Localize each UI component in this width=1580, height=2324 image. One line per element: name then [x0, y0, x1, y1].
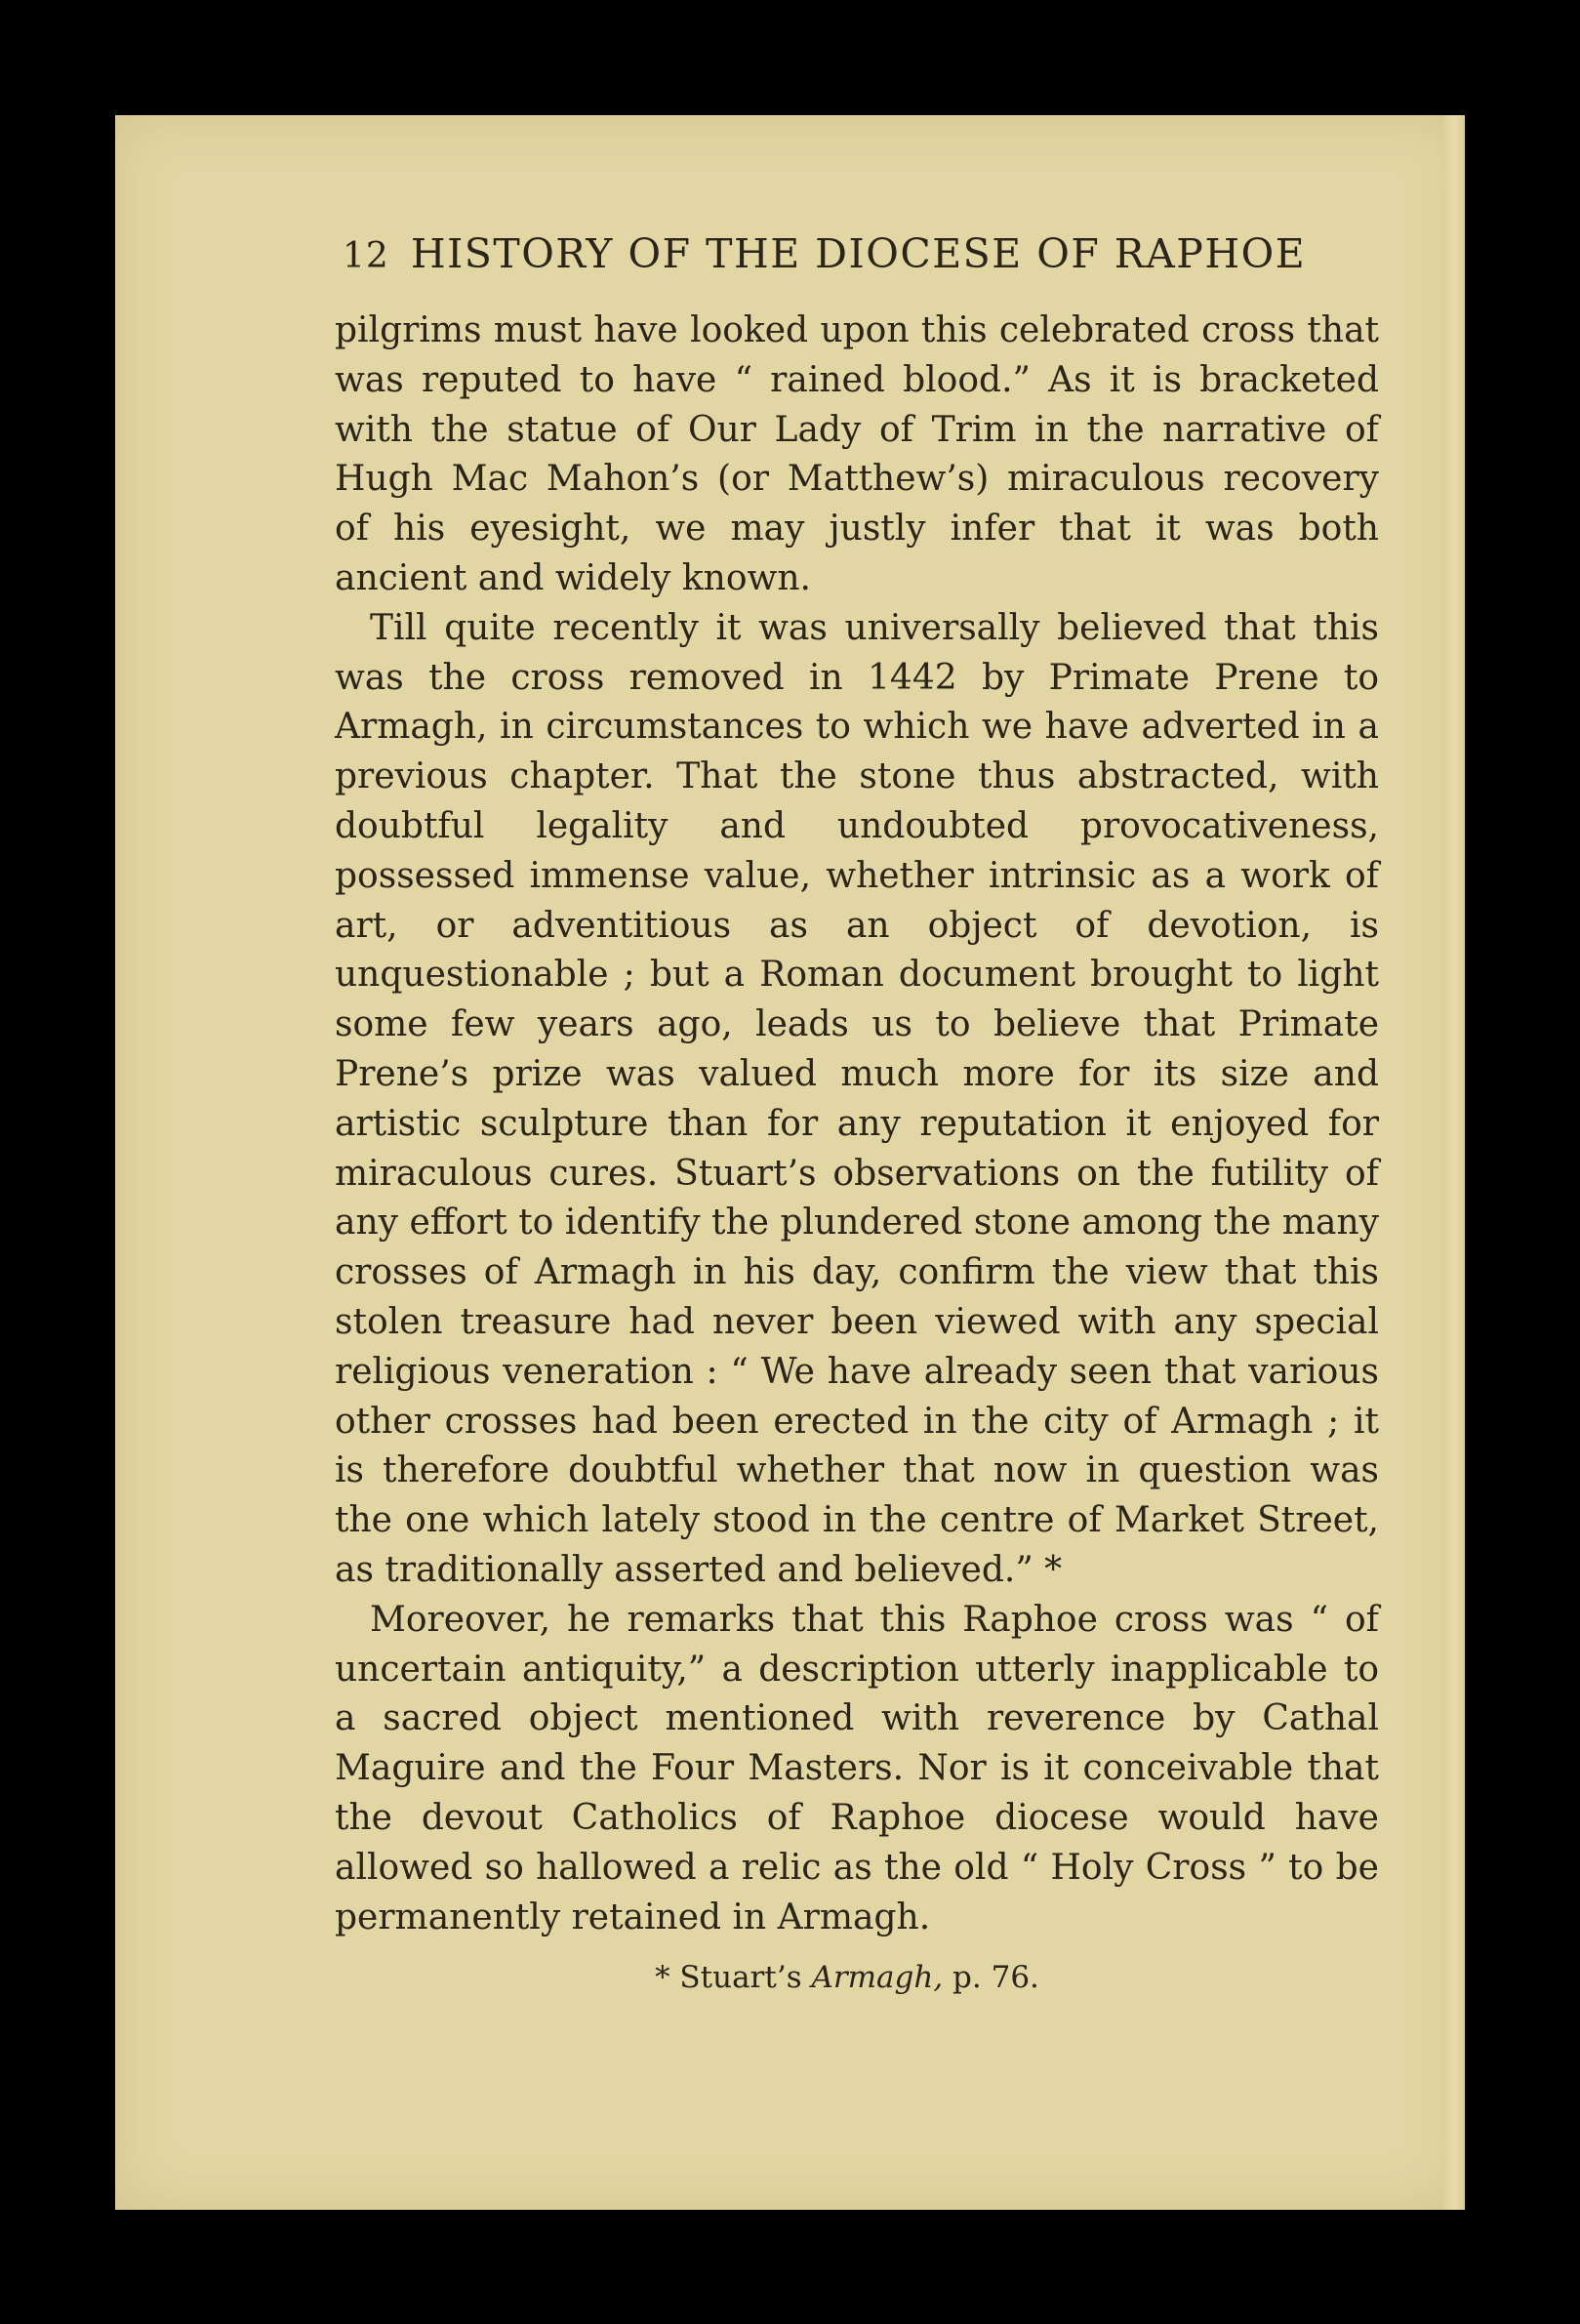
text-block [335, 230, 1379, 1997]
paragraph-1: pilgrims must have looked upon this celebrated cross that was reputed to have “ rained blood.” As it is bracketed with the statue of Our Lady of Trim in the narrative of Hugh Mac Mahon’s (or Matthew’s) miraculous recovery of his eyesight, we may justly infer that it was both ancient and widely known. [335, 310, 1379, 598]
book-page [115, 115, 1465, 2210]
body-text [335, 306, 1379, 1942]
page-number: 12 [343, 236, 389, 276]
running-head [343, 230, 1379, 306]
footnote-source-title: Armagh, [811, 1960, 944, 1996]
running-head-title: HISTORY OF THE DIOCESE OF RAPHOE [410, 230, 1307, 277]
footnote-prefix: * Stuart’s [655, 1960, 812, 1996]
paragraph-2: Till quite recently it was universally believed that this was the cross removed in 1442 by Primate Prene to Armagh, in circumstances to which we have adverted in a previous chapter. That the stone thus abstracted, with doubtful legality and undoubted provocativeness, possessed immense value, whether intrinsic as a work of art, or adventitious as an object of devotion, is unquestionable ; but a Roman document brought to light some few years ago, leads us to believe that Primate Prene’s prize was valued much more for its size and artistic sculpture than for any reputation it enjoyed for miraculous cures. Stuart’s observations on the futility of any effort to identify the plundered stone among the many crosses of Armagh in his day, confirm the view that this stolen treasure had never been viewed with any special religious veneration : “ We have already seen that various other crosses had been erected in the city of Armagh ; it is therefore doubtful whether that now in question was the one which lately stood in the centre of Market Street, as traditionally asserted and believed.” * [335, 607, 1379, 1590]
paragraph-3: Moreover, he remarks that this Raphoe cross was “ of uncertain antiquity,” a description utterly inapplicable to a sacred object mentioned with reverence by Cathal Maguire and the Four Masters. Nor is it conceivable that the devout Catholics of Raphoe diocese would have allowed so hallowed a relic as the old “ Holy Cross ” to be permanently retained in Armagh. [335, 1599, 1379, 1937]
footnote [335, 1958, 1379, 1997]
footnote-suffix: p. 76. [943, 1960, 1039, 1996]
page-edge [1443, 115, 1465, 2210]
